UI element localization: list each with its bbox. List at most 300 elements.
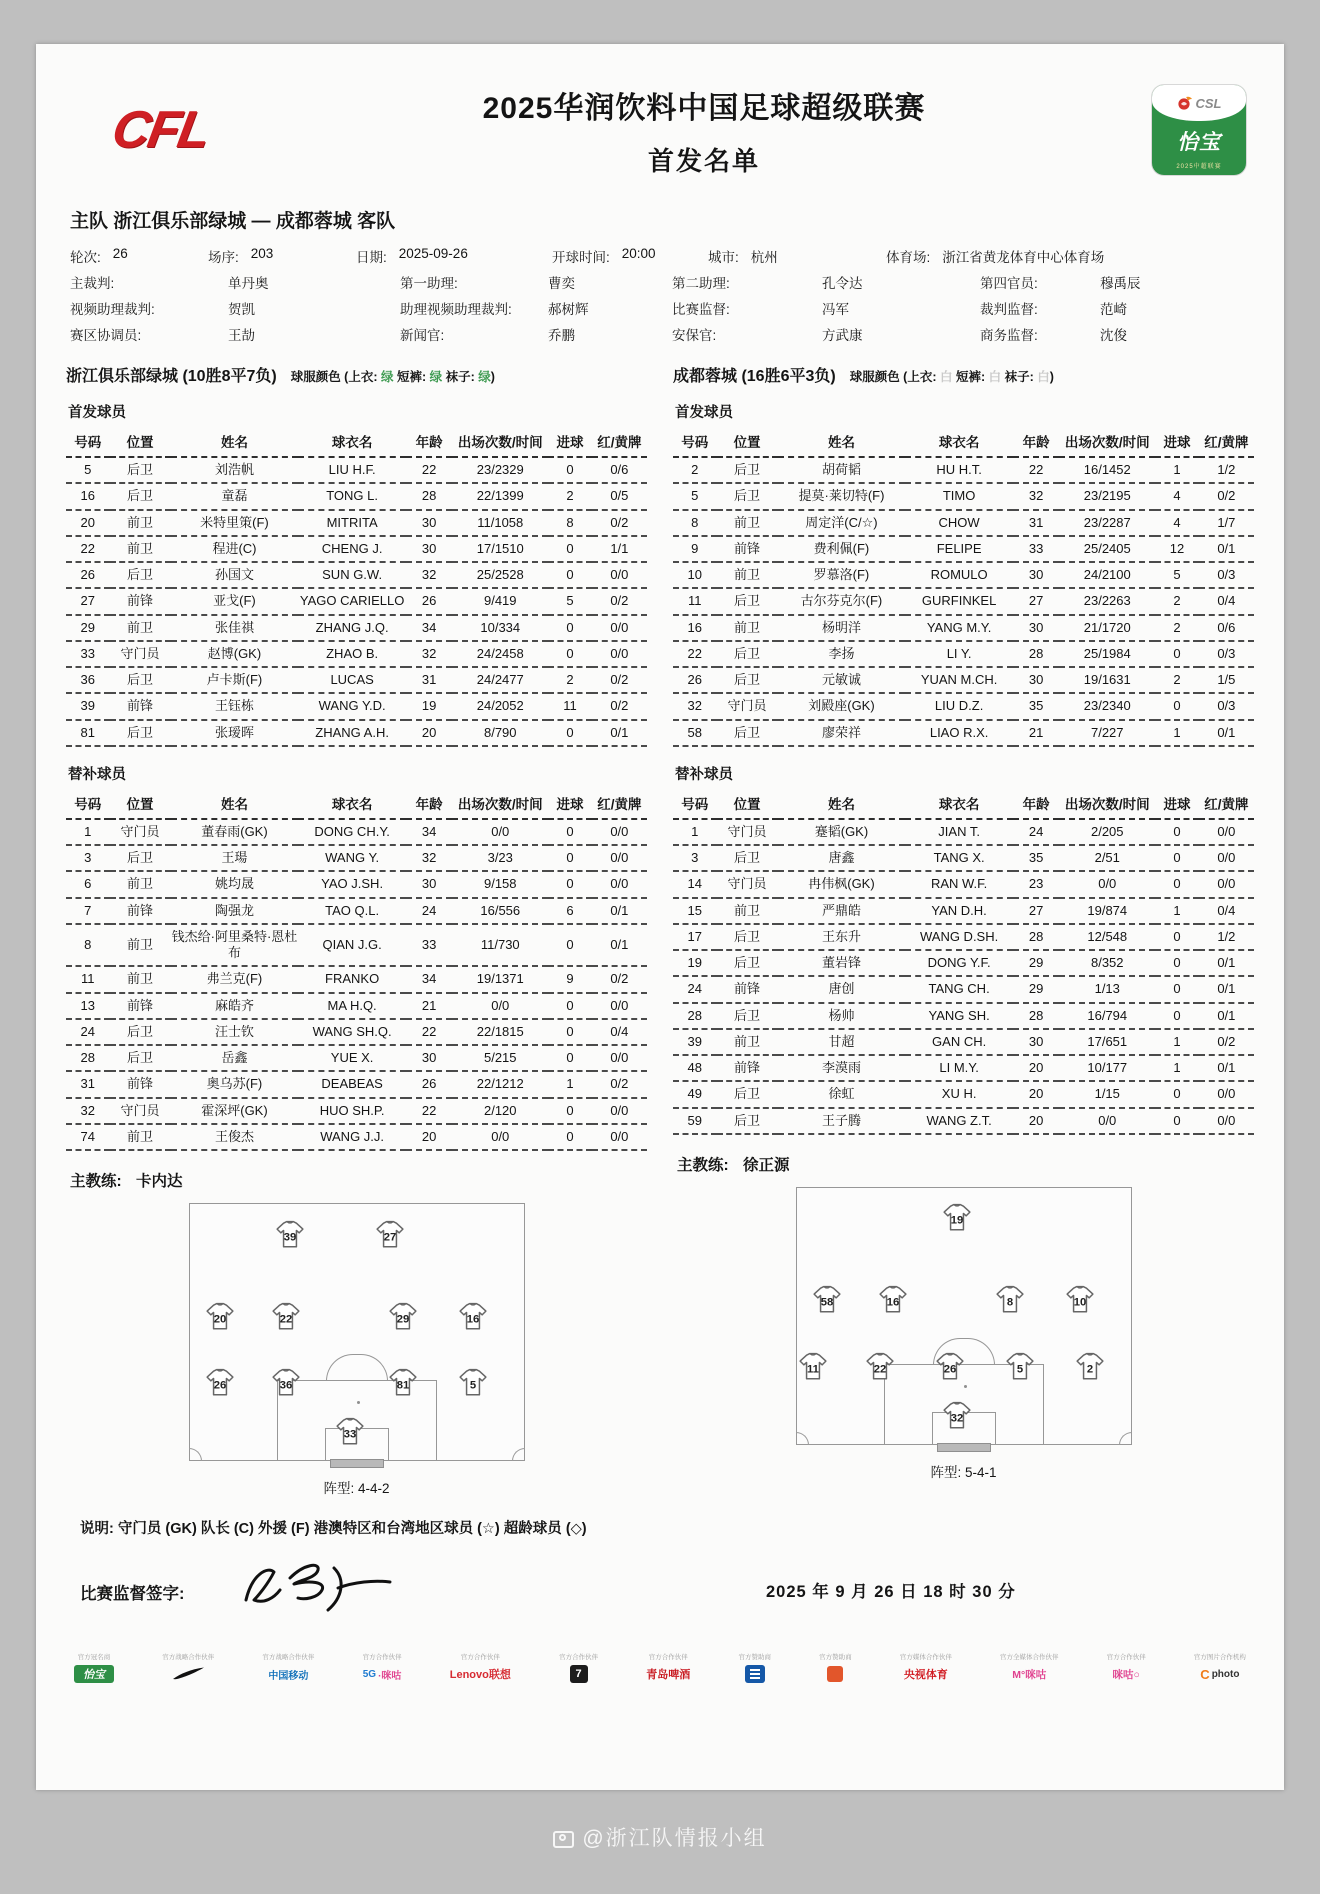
player-cell: 10 (673, 562, 717, 588)
player-cell: 23/2340 (1059, 693, 1155, 719)
player-cell: MA H.Q. (298, 993, 405, 1019)
info-label: 轮次: (70, 250, 101, 265)
column-header: 红/黄牌 (592, 428, 647, 457)
sponsor-logo-nike (162, 1664, 214, 1684)
player-cell: 36 (66, 667, 110, 693)
sponsor-caption: 官方合作伙伴 (362, 1654, 402, 1661)
player-cell: LIU D.Z. (905, 693, 1012, 719)
player-cell: 17/1510 (452, 536, 548, 562)
player-cell: 元敏诚 (778, 667, 906, 693)
player-cell: 后卫 (110, 667, 171, 693)
player-row (66, 871, 647, 897)
yibao-brand-text: 怡宝 (1177, 131, 1221, 154)
column-header: 年龄 (1013, 428, 1059, 457)
kit-text-part: ) (1049, 370, 1054, 384)
player-cell: 亚戈(F) (171, 588, 299, 614)
sponsor-logo-cmcc: 中国移动 (268, 1670, 309, 1682)
roster-header-row (673, 790, 1254, 819)
home-subs-label: 替补球员 (68, 766, 126, 783)
player-cell: 0/0 (1199, 871, 1254, 897)
player-cell: 0/4 (1199, 588, 1254, 614)
away-coach-label: 主教练: (677, 1156, 729, 1174)
sponsor-item (646, 1652, 690, 1684)
player-cell: 59 (673, 1108, 717, 1134)
player-cell: 26 (406, 1071, 452, 1097)
player-cell: 0 (1155, 819, 1199, 845)
sponsor-caption: 官方合作伙伴 (1106, 1654, 1146, 1661)
player-cell: 30 (406, 1045, 452, 1071)
player-cell: 0 (548, 819, 592, 845)
svg-text:11: 11 (807, 1363, 820, 1376)
player-row (66, 720, 647, 746)
column-header: 位置 (110, 790, 171, 819)
player-jersey-icon (275, 1220, 305, 1250)
player-cell: 后卫 (110, 1045, 171, 1071)
league-title: 2025华润饮料中国足球超级联赛 (482, 91, 926, 125)
player-cell: 0 (548, 871, 592, 897)
kit-text-part: 绿 (478, 370, 491, 384)
column-header: 红/黄牌 (592, 790, 647, 819)
player-jersey-icon (798, 1352, 828, 1382)
player-cell: 2 (548, 667, 592, 693)
player-row (673, 588, 1254, 614)
player-row (673, 950, 1254, 976)
player-cell: 廖荣祥 (778, 720, 906, 746)
home-team-column (66, 363, 647, 1497)
column-header: 姓名 (778, 428, 906, 457)
sponsor-item (900, 1652, 952, 1684)
player-row (673, 457, 1254, 483)
info-label: 体育场: (886, 250, 931, 265)
column-header: 红/黄牌 (1199, 428, 1254, 457)
player-cell: 王子腾 (778, 1108, 906, 1134)
home-kit-colors (291, 367, 495, 385)
player-cell: 23/2287 (1059, 510, 1155, 536)
player-cell: 1 (548, 1071, 592, 1097)
camera-icon (553, 1831, 574, 1848)
player-cell: 30 (1013, 1029, 1059, 1055)
sponsor-logo-migum: M°咪咕 (1012, 1668, 1047, 1681)
info-label: 第四官员: (980, 276, 1038, 291)
roster-header-row (66, 428, 647, 457)
player-cell: WANG SH.Q. (298, 1019, 405, 1045)
player-cell: 0/0 (592, 845, 647, 871)
home-coach-label: 主教练: (70, 1173, 122, 1190)
player-cell: 0 (1155, 693, 1199, 719)
player-cell: 0 (548, 1045, 592, 1071)
player-cell: 48 (673, 1055, 717, 1081)
player-cell: 2/205 (1059, 819, 1155, 845)
player-cell: 29 (66, 615, 110, 641)
penalty-arc (326, 1354, 388, 1381)
svg-text:10: 10 (1074, 1296, 1087, 1309)
sheet-header (66, 70, 1254, 190)
player-jersey-icon (388, 1368, 418, 1398)
player-row (66, 1071, 647, 1097)
player-cell: 20 (66, 510, 110, 536)
player-cell: 28 (1013, 924, 1059, 950)
info-value: 沈俊 (1100, 328, 1127, 343)
player-cell: 后卫 (717, 588, 778, 614)
player-cell: 0/1 (1199, 720, 1254, 746)
player-cell: 14 (673, 871, 717, 897)
player-cell: TIMO (905, 483, 1012, 509)
player-cell: 杨明洋 (778, 615, 906, 641)
info-field (886, 246, 1104, 266)
player-cell: 31 (1013, 510, 1059, 536)
player-cell: 后卫 (717, 641, 778, 667)
player-cell: 0 (548, 1098, 592, 1124)
player-row (673, 1029, 1254, 1055)
player-cell: 1/2 (1199, 924, 1254, 950)
player-cell: 0/0 (592, 562, 647, 588)
player-cell: 后卫 (110, 457, 171, 483)
column-header: 进球 (1155, 428, 1199, 457)
player-cell: 17/651 (1059, 1029, 1155, 1055)
legend-note: 说明: 守门员 (GK) 队长 (C) 外援 (F) 港澳特区和台湾地区球员 (☆) 超龄球员 (◇) (80, 1521, 587, 1537)
player-cell: 5 (1155, 562, 1199, 588)
player-cell: 26 (673, 667, 717, 693)
info-value: 26 (112, 246, 128, 261)
player-cell: 2 (673, 457, 717, 483)
player-cell: 麻皓齐 (171, 993, 299, 1019)
away-coach-line (677, 1153, 1254, 1175)
info-label: 商务监督: (980, 328, 1038, 343)
info-field (980, 272, 1141, 292)
player-cell: WANG Y. (298, 845, 405, 871)
player-jersey-icon (865, 1352, 895, 1382)
player-row (673, 615, 1254, 641)
player-cell: 0 (1155, 1108, 1199, 1134)
player-cell: 费利佩(F) (778, 536, 906, 562)
info-value: 孔令达 (822, 276, 863, 291)
player-row (673, 510, 1254, 536)
player-cell: 王俊杰 (171, 1124, 299, 1150)
player-cell: 0/4 (1199, 898, 1254, 924)
csl-yibao-badge (1152, 85, 1246, 175)
player-cell: 陶强龙 (171, 898, 299, 924)
home-starters-label: 首发球员 (68, 405, 126, 421)
kit-text-part: 袜子: (442, 370, 479, 384)
player-cell: TANG CH. (905, 976, 1012, 1002)
sponsor-strip (74, 1646, 1246, 1684)
away-team-name: 成都蓉城 (16胜6平3负) (673, 368, 836, 385)
player-cell: 0/3 (1199, 693, 1254, 719)
player-cell: FRANKO (298, 966, 405, 992)
player-cell: 24/2052 (452, 693, 548, 719)
corner-arc (1119, 1432, 1132, 1445)
svg-text:33: 33 (343, 1428, 357, 1441)
corner-arc (189, 1448, 202, 1461)
player-cell: 19/1371 (452, 966, 548, 992)
player-cell: TONG L. (298, 483, 405, 509)
cfl-league-logo (66, 100, 256, 160)
sponsor-logo-orangebox (819, 1664, 852, 1684)
player-cell: TAO Q.L. (298, 898, 405, 924)
fixture-title: 主队 浙江俱乐部绿城 — 成都蓉城 客队 (70, 211, 396, 232)
player-cell: 1 (1155, 457, 1199, 483)
roster-header-row (66, 790, 647, 819)
player-cell: RAN W.F. (905, 871, 1012, 897)
title-block (256, 83, 1152, 178)
column-header: 号码 (66, 790, 110, 819)
info-field (552, 246, 708, 266)
penalty-spot (357, 1401, 360, 1404)
info-label: 第二助理: (672, 276, 730, 291)
player-cell: 0/0 (1199, 819, 1254, 845)
player-cell: 28 (406, 483, 452, 509)
column-header: 姓名 (778, 790, 906, 819)
home-starters-table (66, 428, 647, 747)
player-cell: 李漠雨 (778, 1055, 906, 1081)
player-cell: 9/419 (452, 588, 548, 614)
player-cell: 前锋 (717, 976, 778, 1002)
player-cell: 前锋 (717, 1055, 778, 1081)
player-cell: 24 (66, 1019, 110, 1045)
player-cell: 守门员 (110, 641, 171, 667)
player-cell: 后卫 (110, 483, 171, 509)
player-row (673, 667, 1254, 693)
sponsor-logo-seven: 7 (559, 1664, 598, 1684)
info-field (672, 298, 980, 318)
column-header: 红/黄牌 (1199, 790, 1254, 819)
player-cell: 5 (66, 457, 110, 483)
player-cell: GAN CH. (905, 1029, 1012, 1055)
watermark (0, 1822, 1320, 1852)
player-cell: 0/2 (592, 693, 647, 719)
player-cell: 32 (406, 845, 452, 871)
player-cell: 刘浩帆 (171, 457, 299, 483)
player-row (66, 1019, 647, 1045)
svg-text:39: 39 (283, 1231, 296, 1244)
player-cell: 0/1 (1199, 1055, 1254, 1081)
player-cell: 后卫 (717, 924, 778, 950)
home-team-name: 浙江俱乐部绿城 (10胜8平7负) (66, 368, 277, 385)
player-cell: 34 (406, 615, 452, 641)
player-cell: 20 (1013, 1055, 1059, 1081)
player-cell: 前卫 (110, 924, 171, 967)
column-header: 号码 (66, 428, 110, 457)
info-label: 城市: (708, 250, 739, 265)
sponsor-caption: 官方合作伙伴 (648, 1654, 688, 1661)
player-cell: 1/15 (1059, 1081, 1155, 1107)
info-field (708, 246, 886, 266)
home-pitch (189, 1203, 525, 1461)
player-cell: 29 (1013, 976, 1059, 1002)
info-value: 203 (250, 246, 274, 261)
player-cell: LUCAS (298, 667, 405, 693)
player-cell: XU H. (905, 1081, 1012, 1107)
player-cell: LI Y. (905, 641, 1012, 667)
sheet-subtitle: 首发名单 (647, 145, 760, 176)
player-cell: 28 (673, 1003, 717, 1029)
player-cell: 后卫 (110, 720, 171, 746)
player-cell: 0 (548, 641, 592, 667)
player-cell: 0/0 (1199, 1081, 1254, 1107)
info-label: 新闻官: (400, 328, 445, 343)
player-cell: 1 (1155, 898, 1199, 924)
player-row (673, 845, 1254, 871)
player-row (673, 483, 1254, 509)
info-label: 第一助理: (400, 276, 458, 291)
player-cell: GURFINKEL (905, 588, 1012, 614)
cfl-logo-text: CFL (108, 101, 214, 159)
player-cell: ZHAO B. (298, 641, 405, 667)
player-row (673, 871, 1254, 897)
player-cell: 2 (1155, 615, 1199, 641)
player-cell: 23 (1013, 871, 1059, 897)
player-cell: 0 (1155, 950, 1199, 976)
player-cell: 20 (1013, 1108, 1059, 1134)
player-cell: 10/177 (1059, 1055, 1155, 1081)
sponsor-caption: 官方媒体合作伙伴 (899, 1654, 952, 1661)
player-cell: 0 (1155, 641, 1199, 667)
goal-frame (937, 1443, 991, 1452)
player-cell: 2 (548, 483, 592, 509)
player-cell: 董岩锋 (778, 950, 906, 976)
signature-row (66, 1552, 1254, 1628)
sponsor-logo-cctv: 央视体育 (903, 1669, 948, 1681)
info-field (672, 272, 980, 292)
player-jersey-icon (375, 1220, 405, 1250)
kit-text-part: 球服颜色 (上衣: (849, 370, 940, 384)
sponsor-caption: 官方赞助商 (738, 1654, 771, 1661)
column-header: 位置 (717, 790, 778, 819)
player-cell: 罗慕洛(F) (778, 562, 906, 588)
info-value: 方武康 (822, 328, 863, 343)
player-cell: 前卫 (110, 615, 171, 641)
svg-text:32: 32 (950, 1411, 964, 1424)
player-cell: 10/334 (452, 615, 548, 641)
player-cell: 0 (548, 615, 592, 641)
sponsor-item (1107, 1652, 1146, 1684)
player-jersey-icon (388, 1302, 418, 1332)
column-header: 出场次数/时间 (1059, 790, 1155, 819)
kit-text-part: 短裤: (393, 370, 430, 384)
player-row (673, 693, 1254, 719)
sponsor-logo-cphoto: C photo (1200, 1666, 1240, 1682)
player-cell: 0/0 (592, 819, 647, 845)
player-cell: 32 (66, 1098, 110, 1124)
player-cell: 汪士钦 (171, 1019, 299, 1045)
player-jersey-icon (1065, 1285, 1095, 1315)
player-cell: 17 (673, 924, 717, 950)
player-cell: 16 (66, 483, 110, 509)
player-cell: 前锋 (110, 993, 171, 1019)
player-cell: 0 (548, 993, 592, 1019)
player-cell: 81 (66, 720, 110, 746)
player-cell: 赵博(GK) (171, 641, 299, 667)
column-header: 出场次数/时间 (452, 428, 548, 457)
sponsor-item (738, 1652, 771, 1684)
kit-text-part: 白 (988, 370, 1002, 384)
player-cell: 童磊 (171, 483, 299, 509)
player-jersey-icon (1005, 1352, 1035, 1382)
player-cell: 29 (1013, 950, 1059, 976)
player-cell: 20 (1013, 1081, 1059, 1107)
kit-text-part: 短裤: (952, 370, 989, 384)
info-value: 郝树辉 (548, 302, 589, 317)
player-cell: 27 (1013, 588, 1059, 614)
column-header: 进球 (1155, 790, 1199, 819)
away-team-column (673, 363, 1254, 1497)
player-cell: 0/1 (592, 720, 647, 746)
player-cell: 2/120 (452, 1098, 548, 1124)
player-cell: 16/794 (1059, 1003, 1155, 1029)
player-cell: 0/2 (592, 510, 647, 536)
home-coach-name: 卡内达 (135, 1173, 183, 1190)
player-cell: 严鼎皓 (778, 898, 906, 924)
player-cell: 0/6 (1199, 615, 1254, 641)
info-label: 赛区协调员: (70, 328, 142, 343)
player-cell: 徐虹 (778, 1081, 906, 1107)
player-cell: 0/2 (592, 588, 647, 614)
player-cell: 22 (406, 457, 452, 483)
player-cell: 3 (66, 845, 110, 871)
svg-text:20: 20 (213, 1312, 226, 1325)
goal-frame (330, 1459, 384, 1468)
player-cell: 0 (1155, 976, 1199, 1002)
player-cell: 后卫 (717, 950, 778, 976)
player-row (66, 993, 647, 1019)
player-cell: 2/51 (1059, 845, 1155, 871)
player-cell: 甘超 (778, 1029, 906, 1055)
player-cell: 30 (1013, 615, 1059, 641)
player-cell: WANG J.J. (298, 1124, 405, 1150)
player-cell: 后卫 (717, 1003, 778, 1029)
player-cell: 5 (548, 588, 592, 614)
player-cell: ZHANG A.H. (298, 720, 405, 746)
player-cell: 30 (1013, 667, 1059, 693)
player-cell: 11/1058 (452, 510, 548, 536)
player-cell: 1/7 (1199, 510, 1254, 536)
player-cell: WANG D.SH. (905, 924, 1012, 950)
player-jersey-icon (335, 1417, 365, 1447)
player-row (66, 966, 647, 992)
away-kit-colors (850, 367, 1054, 385)
player-cell: 0/0 (452, 993, 548, 1019)
sponsor-caption: 官方战略合作伙伴 (162, 1654, 215, 1661)
player-cell: YUE X. (298, 1045, 405, 1071)
info-value: 范崎 (1100, 302, 1127, 317)
player-cell: 唐创 (778, 976, 906, 1002)
player-cell: 35 (1013, 693, 1059, 719)
kit-text-part: 球服颜色 (上衣: (290, 370, 381, 384)
player-cell: 25/2405 (1059, 536, 1155, 562)
signature-label: 比赛监督签字: (80, 1585, 185, 1603)
corner-arc (512, 1448, 525, 1461)
player-cell: 5/215 (452, 1045, 548, 1071)
player-cell: 0 (1155, 1081, 1199, 1107)
away-starters-table (673, 428, 1254, 747)
sponsor-item (450, 1652, 511, 1684)
column-header: 年龄 (1013, 790, 1059, 819)
player-cell: 张瑷晖 (171, 720, 299, 746)
player-cell: 守门员 (717, 819, 778, 845)
player-cell: ZHANG J.Q. (298, 615, 405, 641)
player-cell: 35 (1013, 845, 1059, 871)
player-cell: 0 (548, 1019, 592, 1045)
player-cell: 岳鑫 (171, 1045, 299, 1071)
player-row (66, 693, 647, 719)
svg-text:8: 8 (1007, 1296, 1014, 1309)
player-cell: 33 (1013, 536, 1059, 562)
player-cell: 后卫 (717, 845, 778, 871)
away-team-header (673, 363, 1254, 393)
player-cell: 0/1 (1199, 976, 1254, 1002)
player-row (66, 1124, 647, 1150)
player-cell: 0 (548, 1124, 592, 1150)
